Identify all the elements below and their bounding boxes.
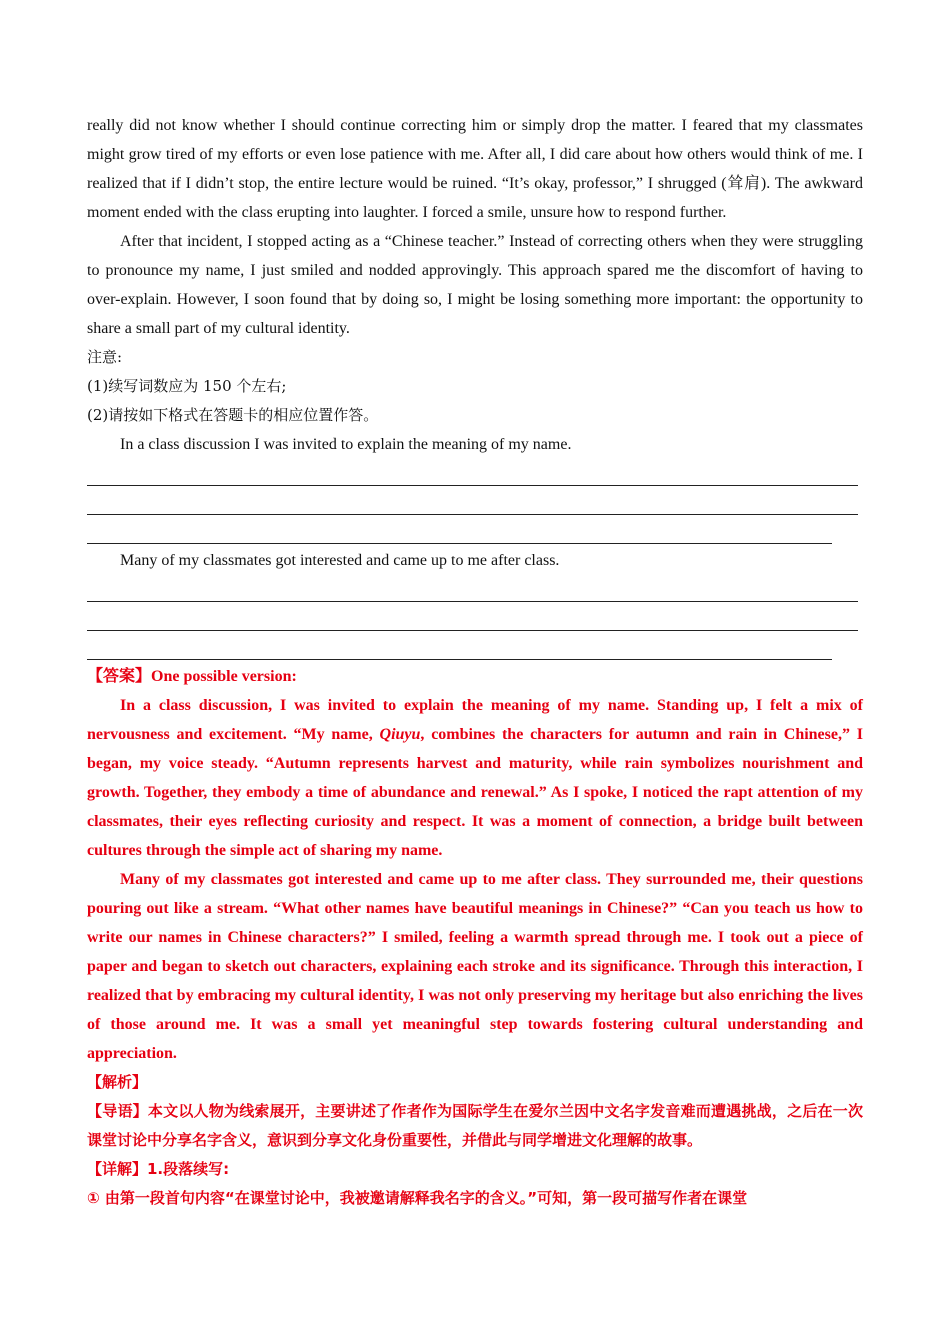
notes-title: 注意: [87, 348, 123, 366]
passage-paragraph-2: After that incident, I stopped acting as a “Chinese teacher.” Instead of correcting others when they were struggling to pronounce my name, I just smiled and nodded approvingly. This approach spared me the discomfort of having to over-explain. However, I soon found that by doing so, I might be losing something more important: the opportunity to share a small part of my cultural identity. [87, 233, 863, 337]
answer-blank-line[interactable] [87, 517, 863, 546]
answer-blank-line[interactable] [87, 575, 863, 604]
answer-blank-line[interactable] [87, 604, 863, 633]
answer-name: Qiuyu [379, 726, 421, 743]
answer-blank-line[interactable] [87, 488, 863, 517]
prompt-first-paragraph: In a class discussion I was invited to explain the meaning of my name. [120, 436, 572, 453]
answer-blank-line[interactable] [87, 459, 863, 488]
analysis-intro: 【导语】本文以人物为线索展开，主要讲述了作者作为国际学生在爱尔兰因中文名字发音难而遭遇挑战，之后在一次课堂讨论中分享名字含义，意识到分享文化身份重要性，并借此与同学增进文化理解的故事。 [87, 1102, 863, 1149]
prompt-second-paragraph: Many of my classmates got interested and came up to me after class. [120, 552, 560, 569]
answer-paragraph-2: Many of my classmates got interested and came up to me after class. They surrounded me, their questions pouring out like a stream. “What other names have beautiful meanings in Chinese?” “Can you teach us how to write our names in Chinese characters?” I smiled, feeling a warmth spread through me. I took out a piece of paper and began to sketch out characters, explaining each stroke and its significance. Through this interaction, I realized that by embracing my cultural identity, I was not only preserving my heritage but also enriching the lives of those around me. It was a small yet meaningful step towards fostering cultural understanding and appreciation. [87, 871, 863, 1062]
analysis-label: 【解析】 [87, 1073, 148, 1091]
answer-paragraph-1 [87, 691, 863, 865]
answer-p1-start: In a class discussion, I was invited to explain the meaning of my name. Standing up, I felt a mix of nervousness and excitement. “My name, [87, 697, 863, 743]
analysis-detail-label: 【详解】1.段落续写: [87, 1160, 230, 1178]
answer-p1-end: , combines the characters for autumn and rain in Chinese,” I began, my voice steady. “Autumn represents harvest and maturity, while rain symbolizes nourishment and growth. Together, they embody a time of abundance and renewal.” As I spoke, I noticed the rapt attention of my classmates, their eyes reflecting curiosity and respect. It was a moment of connection, a bridge built between cultures through the simple act of sharing my name. [87, 726, 863, 859]
passage-paragraph-1: really did not know whether I should continue correcting him or simply drop the matter. I feared that my classmates might grow tired of my efforts or even lose patience with me. After all, I did care about how others would think of me. I realized that if I didn’t stop, the entire lecture would be ruined. “It’s okay, professor,” I shrugged (耸肩). The awkward moment ended with the class erupting into laughter. I forced a smile, unsure how to respond further. [87, 117, 863, 221]
answer-blank-line[interactable] [87, 633, 863, 662]
note-2: (2)请按如下格式在答题卡的相应位置作答。 [87, 406, 379, 424]
answer-label: 【答案】One possible version: [87, 668, 297, 685]
note-1: (1)续写词数应为 150 个左右; [87, 377, 287, 395]
analysis-point-1: ① 由第一段首句内容“在课堂讨论中，我被邀请解释我名字的含义。”可知，第一段可描写作者在课堂 [87, 1189, 748, 1207]
document-page [87, 111, 863, 1213]
